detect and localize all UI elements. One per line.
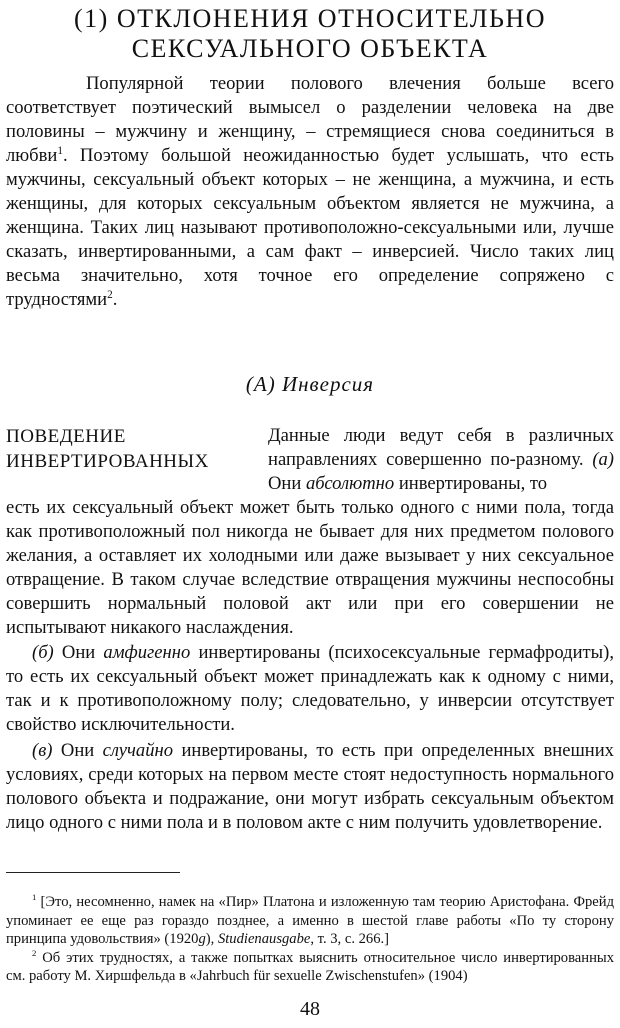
side-heading-line-1: ПОВЕДЕНИЕ	[6, 426, 126, 447]
paragraph-b	[6, 641, 614, 737]
chapter-title-line-1: (1) ОТКЛОНЕНИЯ ОТНОСИТЕЛЬНО	[74, 4, 546, 33]
footnote-2	[6, 949, 614, 986]
paragraph-c-text-2: инвертированы, то есть при определенных внешних условиях, среди которых на первом месте стоят недоступность нормального полового объекта и подражание, они могут избрать сексуальным объектом лицо одного с ними пола и в половом акте с ним получить удовлетворение.	[6, 740, 614, 833]
paragraph-b-text-1: Они	[53, 642, 104, 663]
footnote-ref-2[interactable]: 2	[107, 288, 113, 301]
intro-text-part-2: . Поэтому большой неожиданностью будет услышать, что есть мужчины, сексуальный объект которых – не женщина, а мужчина, и есть женщины, для которых сексуальным объектом является не мужчина, а женщина. Таких лиц называют противоположно-сексуальными или, лучше сказать, инвертированными, а сам факт – инверсией. Число таких лиц весьма значительно, хотя точное его определение сопряжено с трудностями	[6, 145, 614, 310]
footnote-1-emphasis-1: g	[198, 931, 206, 947]
footnote-ref-1[interactable]: 1	[57, 144, 63, 157]
footnote-divider	[6, 872, 180, 873]
footnote-1-text-part-1: [Это, несомненно, намек на «Пир» Платона и изложенную там теорию Аристофана. Фрейд упоминает ее еще раз гораздо позднее, а именно в шестой главе работы «По ту сторону принципа удовольствия» (1920	[6, 894, 614, 947]
paragraph-a-emphasis: абсолютно	[305, 473, 395, 494]
footnote-2-text: Об этих трудностях, а также попытках выяснить относительное число инвертированных см. работу М. Хиршфельда в «Jahrbuch für sexuelle Zwischenstufen» (1904)	[6, 949, 614, 984]
footnote-1-text-part-2: ),	[205, 931, 218, 947]
intro-text-part-1: Популярной теории полового влечения больше всего соответствует поэтический вымысел о разделении человека на две половины – мужчину и женщину, – стремящиеся снова соединиться в любви	[6, 73, 614, 166]
paragraph-a-opening	[268, 424, 614, 496]
chapter-title	[0, 4, 620, 64]
footnote-1-number: 1	[32, 892, 37, 903]
section-title: (А) Инверсия	[245, 372, 375, 396]
footnotes	[6, 893, 614, 986]
footnote-2-number: 2	[32, 947, 37, 958]
intro-text-part-3: .	[112, 289, 118, 310]
footnote-1	[6, 893, 614, 949]
paragraph-c-text-1: Они	[52, 740, 103, 761]
paragraph-c-emphasis: случайно	[102, 740, 174, 761]
paragraph-b-text-2: инвертированы (психосексуальные гермафродиты), то есть их сексуальный объект может принадлежать как к одному с ними, так и к противоположному полу; следовательно, у инверсии отсутствует свойство исключительности.	[6, 642, 614, 735]
paragraph-a-lead: Данные люди ведут себя в различных направлениях совершенно по-разному.	[268, 425, 614, 470]
paragraph-b-marker: (б)	[32, 642, 54, 663]
paragraph-b-emphasis: амфигенно	[103, 642, 191, 663]
paragraph-c-marker: (в)	[32, 740, 53, 761]
paragraph-a-marker: (а)	[592, 449, 614, 470]
page-number: 48	[300, 998, 320, 1020]
chapter-title-line-2: СЕКСУАЛЬНОГО ОБЪЕКТА	[131, 34, 489, 63]
paragraph-a-text-2: инвертированы, то	[394, 473, 548, 494]
footnote-1-emphasis-2: Studienausgabe	[217, 931, 311, 947]
side-heading	[6, 424, 256, 474]
paragraph-a-continuation: есть их сексуальный объект может быть только одного с ними пола, тогда как противоположный пол никогда не бывает для них предметом полового желания, а оставляет их холодными или даже вызывает у них сексуальное отвращение. В таком случае вследствие отвращения мужчины неспособны совершить нормальный половой акт или при его совершении не испытывают никакого наслаждения.	[6, 497, 614, 638]
intro-paragraph	[6, 72, 614, 312]
paragraph-a-text-1: Они	[268, 473, 306, 494]
footnote-1-text-part-3: , т. 3, с. 266.]	[310, 931, 390, 947]
paragraph-c	[6, 739, 614, 835]
side-heading-line-2: ИНВЕРТИРОВАННЫХ	[6, 451, 209, 472]
